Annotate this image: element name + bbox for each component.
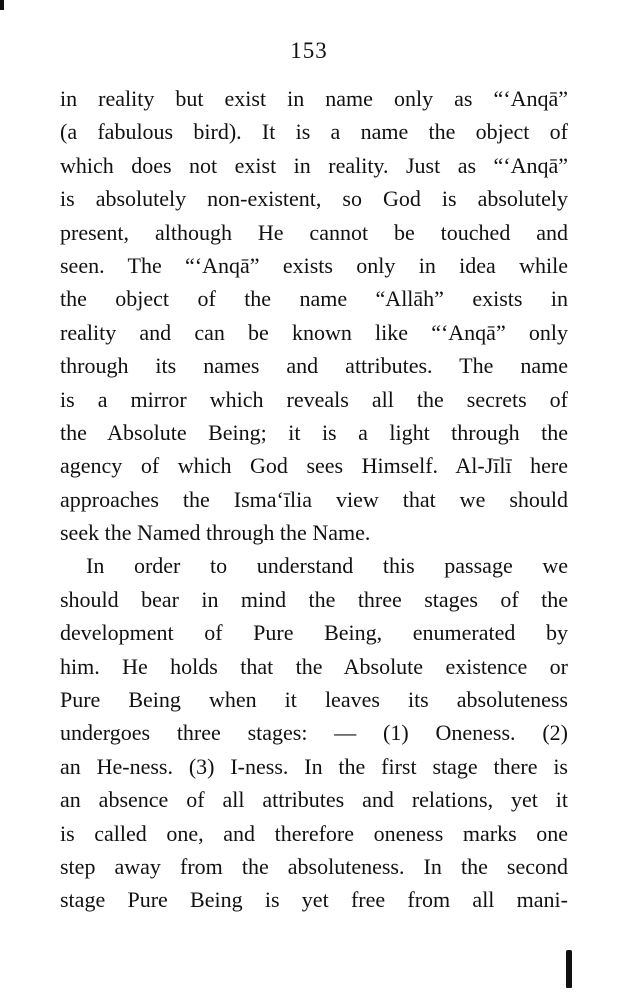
text-line: an absence of all attributes and relations, yet it <box>60 787 568 813</box>
page-number: 153 <box>290 38 328 63</box>
text-line: the Absolute Being; it is a light through the <box>60 419 568 445</box>
text-line: stage Pure Being is yet free from all mani- <box>60 887 568 913</box>
paragraph-first-line: In order to understand this passage we <box>86 553 568 579</box>
text-line: (a fabulous bird). It is a name the object of <box>60 119 568 145</box>
body-text <box>60 82 568 917</box>
text-line: should bear in mind the three stages of the <box>60 586 568 612</box>
text-line: which does not exist in reality. Just as “‘Anqā” <box>60 152 568 178</box>
text-line: in reality but exist in name only as “‘Anqā” <box>60 86 568 111</box>
text-line: undergoes three stages: — (1) Oneness. (2) <box>60 720 568 746</box>
text-line: approaches the Isma‘īlia view that we should <box>60 486 568 512</box>
text-line: him. He holds that the Absolute existence or <box>60 653 568 679</box>
text-line: an He-ness. (3) I-ness. In the first stage there is <box>60 753 568 779</box>
text-line: through its names and attributes. The name <box>60 353 568 379</box>
text-line: step away from the absoluteness. In the second <box>60 853 568 879</box>
text-line: the object of the name “Allāh” exists in <box>60 286 568 312</box>
text-line: development of Pure Being, enumerated by <box>60 620 568 646</box>
scan-edge-mark <box>0 0 4 10</box>
paragraph-last-line: seek the Named through the Name. <box>60 520 371 546</box>
text-line: reality and can be known like “‘Anqā” only <box>60 319 568 345</box>
text-line: is absolutely non-existent, so God is absolutely <box>60 186 568 212</box>
text-line: agency of which God sees Himself. Al-Jīlī here <box>60 453 568 479</box>
text-line: is a mirror which reveals all the secrets of <box>60 386 568 412</box>
scan-edge-mark <box>566 950 572 988</box>
text-line: present, although He cannot be touched and <box>60 219 568 245</box>
text-line: is called one, and therefore oneness marks one <box>60 820 568 846</box>
text-line: seen. The “‘Anqā” exists only in idea while <box>60 252 568 278</box>
text-line: Pure Being when it leaves its absoluteness <box>60 687 568 713</box>
